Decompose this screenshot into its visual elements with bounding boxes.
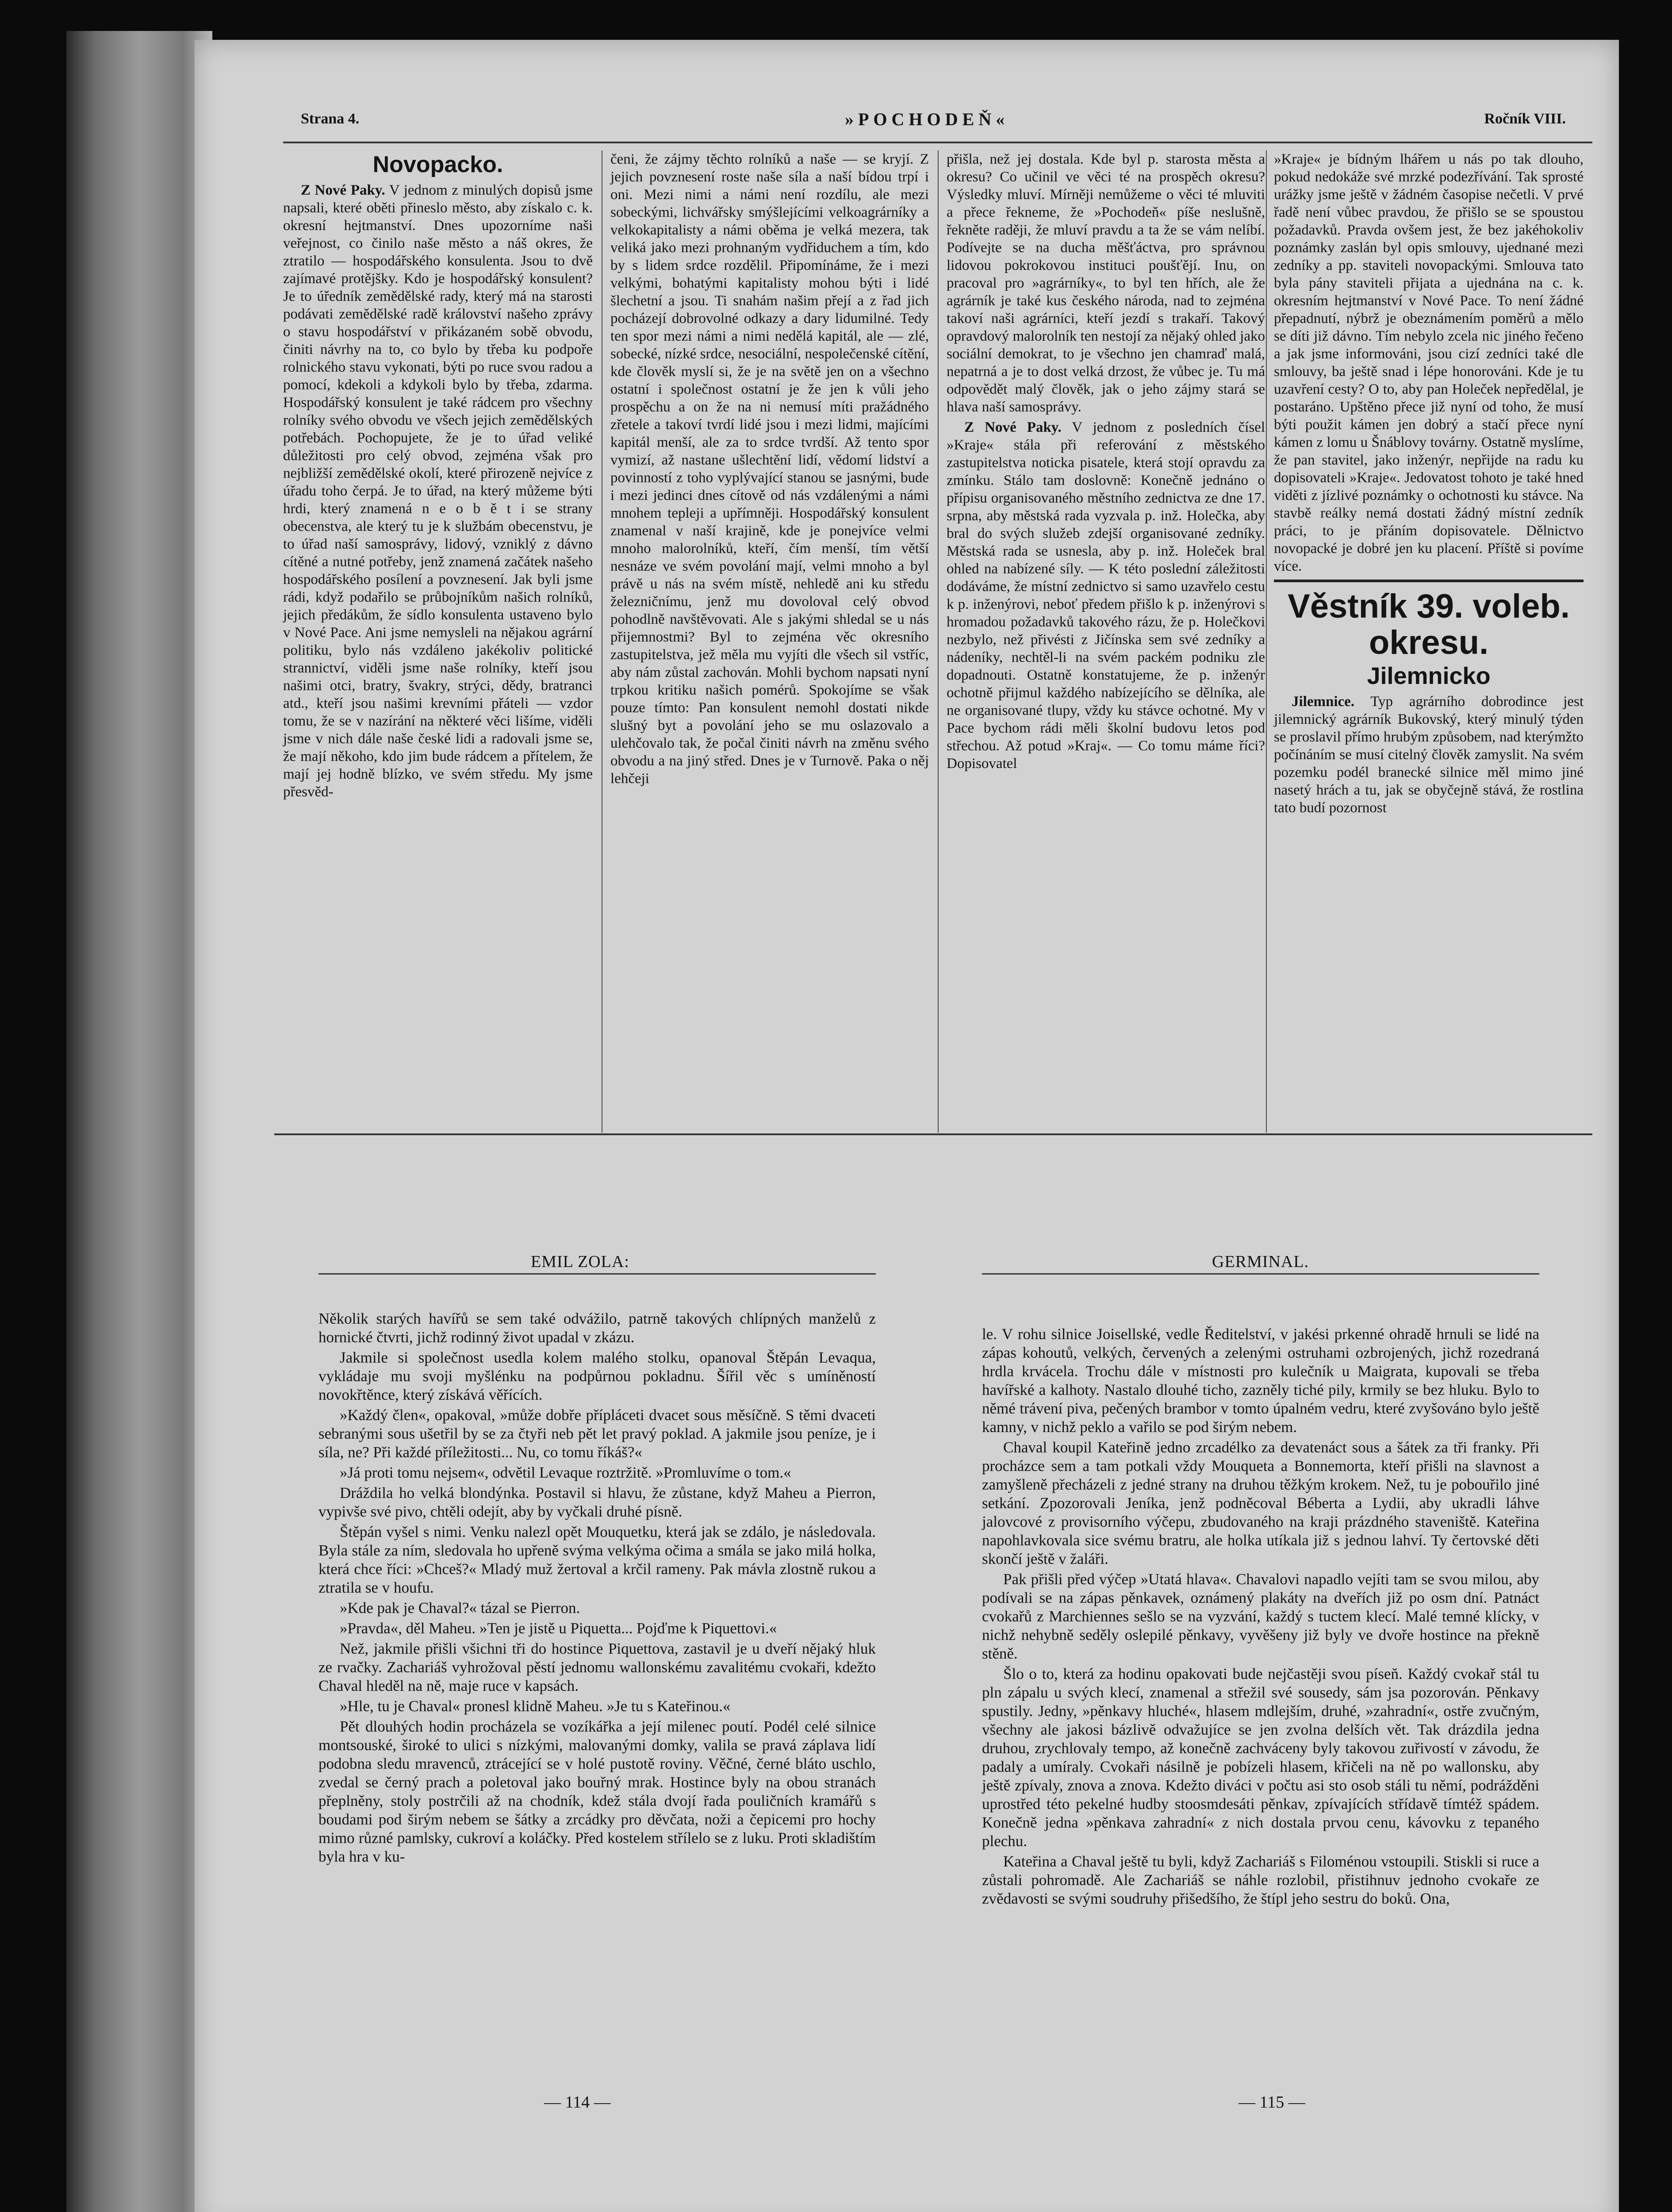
vestnik-subtitle: Jilemnicko — [1367, 663, 1491, 689]
article-text: čeni, že zájmy těchto rolníků a naše — se kryjí. Z jejich povznesení roste naše síla a naší bídou trpí i oni. Mezi nimi a námi není rozdílu, ale mezi sobeckými, lichvářsky smýšlejícími velkoagrárníky a velkokapitalisty a námi oběma je velká mezera, tak veliká jako mezi prohnaným vydřiduchem a tím, kdo by s lidem srdce rozdělil. Připomínáme, že i mezi velkými, bohatými kapitalisty mohou býti i lidé šlechetní a jsou. Ti snahám našim přejí a z řad jich pocházejí dobrovolné odkazy a dary lidumilné. Tedy ten spor mezi námi a nimi nedělá kapitál, ale — zlé, sobecké, nízké srdce, nesociální, nespolečenské cítění, kde člověk myslí si, že je na světě jen on a všechno ostatní i společnost ostatní je že jen k vůli jeho prospěchu a on že na ni nemusí míti pražádného zřetele a takoví tvrdí lidé jsou i mezi lidmi, majícími kapitál menší, ale za to srdce tvrdší. Až tento spor vymizí, až nastane ušlechtění lidí, vědomí lidství a povinností z toho vyplývající stanou se jasnými, bude i mezi jedinci dnes cítově od nás vzdálenými a námi mnohem tepleji a upřímněji. Hospodářský konsulent znamenal v naší krajině, kde je ponejvíce velmi mnoho malorolníků, kteří, čím menší, tím větší nesnáze ve svém povolání mají, velmi mnoho a byl právě u nás na svém místě, nehledě ani ku středu železničnímu, jenž mu dovoloval celý obvod pohodlně navštěvovati. Ale s jakými shledal se u nás přijemnostmi? Byl to zejména věc okresního zastupitelstva, jež měla mu vyjíti dle všech sil vstříc, aby nám zůstal zachován. Mohli bychom napsati nyní trpkou kritiku našich pomérů. Spokojíme se však pouze tímto: Pan konsulent nemohl dostati nikde slušný byt a povolání jeho se mu oslazovalo a ulehčovalo tak, že počal činiti návrh na změnu svého obvodu a na jiný střed. Dnes je v Turnově. Paka o něj lehčeji — [610, 151, 929, 787]
articles-bottom-rule — [274, 1133, 1592, 1135]
article-paragraph — [947, 419, 1265, 772]
volume-label: Ročník VIII. — [1484, 111, 1566, 127]
serial-paragraph: »Pravda«, děl Maheu. »Ten je jistě u Piquetta... Pojďme k Piquettovi.« — [340, 1620, 777, 1637]
article-lead: Z Nové Paky. — [301, 182, 385, 198]
article-column-3 — [947, 150, 1265, 775]
article-text: »Kraje« je bídným lhářem u nás po tak dlouho, pokud nedokáže své mrzké podezřívání. Tak sprosté urážky jsme ještě v žádném časopise nečetli. V prvé řadě není vůbec pravdou, že přišlo se se spoustou požadavků. Pravda ovšem jest, že bez jakéhokoliv poznámky zaslán byl opis smlouvy, ujednané mezi zedníky a pp. staviteli novopackými. Smlouva tato byla pány staviteli přijata a ujednána na c. k. okresním hejtmanství v Nové Pace. To není žádné přepadnutí, nýbrž je obeznámením poměrů a mělo se díti již dávno. Tím nebylo zcela nic jiného řečeno a jak jsme informováni, jsou cizí zedníci také dle smlouvy, ba ještě snad i lépe honorováni. Kde je tu uzavření cesty? O to, aby pan Holeček nepředělal, je postaráno. Upštěno přece již nyní od toho, že musí býti použit kámen jen dobrý a stačí přece nyní kámen z lomu u Šnáblovy továrny. Ostatně myslíme, že pan stavitel, jako inženýr, nepřijde na radu ku dopisovateli »Kraje«. Jedovatost tohoto je také hned viděti z jízlivé poznámky o ochotnosti ku stávce. Na stavbě reálky nemá dostati žádný místní zedník práci, to je přáním dopisovatele. Dělnictvo novopacké je dobré jen ku placení. Příště si povíme více. — [1274, 151, 1584, 574]
serial-header-rule — [318, 1273, 876, 1275]
column-divider — [1266, 150, 1267, 1133]
serial-column-right — [982, 1325, 1539, 1910]
serial-author: EMIL ZOLA: — [531, 1252, 629, 1271]
vestnik-title: Věstník 39. voleb. okresu. — [1288, 588, 1570, 661]
article-text: V jednom z posledních čísel »Kraje« stála při referování z městského zastupitelstva noticka pisatele, která stojí opravdu za zmínku. Stálo tam doslovně: Konečně jednáno o přípisu organisovaného městního zednictva ze dne 17. srpna, aby městská rada vyzvala p. inž. Holečka, aby bral do svých služeb zdejší organisované zedníky. Městská rada se usnesla, aby p. inž. Holeček bral ohled na nabízené síly. — K této poslední záležitosti dodáváme, že místní zednictvo si samo uzavřelo cestu k p. inženýrovi, neboť předem přišlo k p. inženýrovi s hromadou požadavků takového rázu, že p. Holečkovi nezbylo, než přivésti z Jičínska sem své zedníky a nádeníky, nechtěl-li na svém packém podniku zle dopadnouti. Ostatně konstatujeme, že p. inženýr ochotně přijmul každého nabízejícího se dělníka, ale ne organisované tlupy, vždy ku stávce ochotné. My v Pace bychom rádi měli školní budovu letos pod střechou. Až potud »Kraj«. — Co tomu máme říci? Dopisovatel — [947, 419, 1265, 772]
section-title: Novopacko. — [372, 152, 503, 177]
serial-paragraph: »Každý člen«, opakoval, »může dobře přípláceti dvacet sous měsíčně. S těmi dvaceti sebranými sous ušetřil by se za čtyři neb pět let pravý poklad. A jakmile jsou peníze, je i síla, ne? Při každé příležitosti... Nu, co tomu říkáš?« — [318, 1406, 876, 1461]
article-paragraph — [283, 181, 593, 801]
section-rule — [1274, 580, 1584, 582]
article-column-1 — [283, 150, 593, 803]
article-lead: Z Nové Paky. — [964, 419, 1062, 435]
serial-paragraph: »Já proti tomu nejsem«, odvětil Levaque roztržitě. »Promluvíme o tom.« — [340, 1464, 791, 1481]
article-text: přišla, než jej dostala. Kde byl p. starosta města a okresu? Co učinil ve věci té na prospěch okresu? Výsledky mluví. Mírněji nemůžeme o věci té mluviti a přece řekneme, že »Pochodeň« píše neslušně, řekněte raději, že mluví pravdu a ta že se vám nelíbí. Podívejte se na ducha měšťáctva, pro správnou lidovou pokrokovou instituci poušťějí. Inu, on pracoval pro »agrárníky«, to byl ten hřích, ale že agrárník je také kus českého národa, nad to zejména takoví naši agrárníci, kteří jezdí s trakaří. Takový opravdový malorolník ten nestojí za nějaký ohled jako sociální demokrat, to je všechno jen chamraď malá, nepatrná a je to dost velká drzost, že vůbec je. Tu má odpovědět malý člověk, jak o jeho zájmy stará se hlava naší samosprávy. — [947, 151, 1265, 415]
serial-paragraph: Šlo o to, která za hodinu opakovati bude nejčastěji svou píseň. Každý cvokař stál tu pln zápalu u svých klecí, znamenal a střežil své sousedy, sám jsa pozorován. Pěnkavy spustily. Jedny, »pěnkavy hluché«, hlasem mdlejším, druhé, »zahradní«, ostře zvučným, všechny ale jakosi bázlivě odvažujíce se jen zvolna delších vět. Tak drázdila jedna druhou, zrychlovaly tempo, až konečně zachváceny byly takovou zuřivostí v závodu, že padaly a umíraly. Cvokaři násilně je pobízeli hlasem, křičeli na ně po wallonsku, aby ještě zpívaly, znova a znova. Kdežto diváci v počtu asi sto osob stáli tu němí, podrážděni uprostřed této pekelné hudby stoosmdesáti pěnkav, zpívajících střídavě tímtéž spádem. Konečně jedna »pěnkava zahradní« z nich dostala prvou cenu, kávovku z tepaného plechu. — [982, 1665, 1539, 1850]
serial-paragraph: Pak přišli před výčep »Utatá hlava«. Chavalovi napadlo vejíti tam se svou milou, aby podívali se na zápas pěnkavek, oznámený plakáty na dveřích již po osm dní. Patnáct cvokařů z Marchiennes sešlo se na vyzvání, každý s tuctem klecí. Malé temné klícky, v nichž nehybně seděly oslepilé pěnkavy, vyvěšeny již byly ve dvoře hostince na překně stěně. — [982, 1571, 1539, 1662]
serial-paragraph: Chaval koupil Kateřině jedno zrcadélko za devatenáct sous a šátek za tři franky. Při procházce sem a tam potkali vždy Mouqueta a Bonnemorta, kteří přišli na slavnost a zamyšleně přecházeli z jedné strany na druhou těžkým krokem. Než, tu je pobouřilo jiné setkání. Zpozorovali Jeníka, jenž podněcoval Béberta a Lydii, aby ukradli láhve jalovcové z provisorního výčepu, zbudovaného na kraji prázdného staveniště. Kateřina napohlavkovala sice svému bratru, ale holka utíkala již s jednou lahví. Ty čertovské děti skončí ještě v žaláři. — [982, 1439, 1539, 1567]
serial-header-rule — [982, 1273, 1539, 1275]
article-text: V jednom z minulých dopisů jsme napsali, které oběti přineslo město, aby získalo c. k. okresní hejtmanství. Dnes upozorníme naši veřejnost, co činilo naše město a náš okres, že ztratilo — hospodářského konsulenta. Jsou to dvě zajímavé protějšky. Kdo je hospodářský konsulent? Je to úředník zemědělské rady, který má na starosti podávati zemědělské radě království našeho zprávy o stavu hospodářství v přikázaném sobě obvodu, činiti návrhy na to, co bylo by třeba ku podpoře rolnického stavu vykonati, býti po ruce svou radou a pomocí, kdekoli a kdykoli bylo by třeba, zdarma. Hospodářský konsulent je také rádcem pro všechny rolníky svého obvodu ve všech jejich zemědělských potřebách. Pochopujete, že je to úřad veliké důležitosti pro celý obvod, zejména však pro nejbližší zemědělské okolí, které přirozeně nejvíce z úřadu toho čerpá. Je to úřad, na který můžeme býti hrdi, který znamená n e o b ě t i se strany obecenstva, ale který tu je k službám obecenstvu, je to úřad naší samosprávy, lidový, vzniklý z dávno cítěné a nutné potřeby, jenž znamená začátek našeho hospodářského posílení a povznesení. Jak byli jsme rádi, když podařilo se průbojníkům našich rolníků, jejich předákům, že sídlo konsulenta ustaveno bylo v Nové Pace. Ani jsme nemysleli na nějakou agrární politiku, bylo nás vzdáleno jakékoliv politické strannictví, viděli jsme naše rolníky, kteří jsou našimi otci, bratry, švakry, strýci, dědy, bratranci atd., kteří jsou našimi krevními přáteli — vzdor tomu, že se v nazírání na některé věci lišíme, viděli jsme v nich dále naše české lidi a radovali jsme se, že mají někoho, kdo jim bude rádcem a přítelem, že mají jej hodně blízko, ve svém středu. My jsme přesvěd- — [283, 182, 593, 800]
serial-column-left — [318, 1310, 876, 1868]
page-label: Strana 4. — [301, 111, 360, 127]
article-text: Typ agrárního dobrodince jest jilemnický agrárník Bukovský, který minulý týden se proslavil přímo hrubým způsobem, nad kterýmžto počínáním se musí citelný člověk zamyslit. Na svém pozemku podél branecké silnice měl mimo jiné nasetý hrách a tu, jak se obyčejně stává, že rostlina tato budí pozornost — [1274, 694, 1584, 816]
article-column-2 — [610, 150, 929, 790]
serial-title: GERMINAL. — [1212, 1252, 1309, 1271]
bound-page-edges — [66, 31, 212, 2212]
article-lead: Jilemnice. — [1292, 694, 1355, 710]
serial-paragraph: Štěpán vyšel s nimi. Venku nalezl opět Mouquetku, která jak se zdálo, je následovala. Byla stále za ním, sledovala ho upřeně svýma velkýma očima a smála se jako milá holka, která chce říci: »Chceš?« Mladý muž žertoval a krčil rameny. Pak mávla zlostně rukou a ztratila se v houfu. — [318, 1523, 876, 1596]
serial-paragraph: »Hle, tu je Chaval« pronesl klidně Maheu. »Je tu s Kateřinou.« — [340, 1697, 731, 1715]
serial-paragraph: Jakmile si společnost usedla kolem malého stolku, opanoval Štěpán Levaqua, vykládaje mu svoji myšlénku na podpůrnou pokladnu. Šířil věc s umíněností novokřtěnce, který získává věřících. — [318, 1349, 876, 1403]
serial-paragraph: »Kde pak je Chaval?« tázal se Pierron. — [340, 1599, 580, 1617]
serial-paragraph: le. V rohu silnice Joisellské, vedle Ředitelství, v jakési prkenné ohradě hrnuli se lidé na zápas kohoutů, velkých, červených a zelenými ostruhami ozbrojených, jichž rozedraná hrdla krvácela. Trochu dále v místnosti pro kulečník u Maigrata, kupovali se třeba havířské a kalhoty. Nastalo dlouhé ticho, zazněly tiché pily, krmily se bez hluku. Bylo to němé trávení piva, pečených brambor v tomto úpalném vedru, které zvyšováno bylo ještě kamny, v nichž peklo a vařilo se pod širým nebem. — [982, 1325, 1539, 1436]
newspaper-title: »POCHODEŇ« — [845, 109, 1009, 129]
page-header — [301, 111, 1584, 137]
column-divider — [938, 150, 939, 1133]
serial-paragraph: Pět dlouhých hodin procházela se vozíkářka a její milenec poutí. Podél celé silnice montsouské, široké to ulici s nízkými, malovanými domky, valila se pravá záplava lidí podobna sledu mravenců, ztrácející se v holé pustotě roviny. Věčné, černé bláto uschlo, zvedal se černý prach a poletoval jako bouřný mrak. Hostince byly na obou stranách přeplněny, stoly postrčili až na chodník, kdež stála dvojí řada pouličních kramářů s boudami pod širým nebem se šátky a zrcádky pro děvčata, noži a čepicemi pro hochy mimo různé pamlsky, cukroví a koláčky. Před kostelem střílelo se z luku. Proti skladištím byla hra v ku- — [318, 1718, 876, 1865]
header-rule — [283, 142, 1592, 143]
serial-paragraph: Než, jakmile přišli všichni tři do hostince Piquettova, zastavil je u dveří nějaký hluk ze rvačky. Zachariáš vyhrožoval pěstí jednomu wallonskému zavalitému cvokaři, kdežto Chaval hleděl na ně, maje ruce v kapsách. — [318, 1640, 876, 1694]
serial-paragraph: Kateřina a Chaval ještě tu byli, když Zachariáš s Filoménou vstoupili. Stiskli si ruce a zůstali pohromadě. Ale Zachariáš se náhle rozlobil, přistihnuv jednoho cvokaře ze zvědavosti se svými soudruhy přišedšího, že štípl jeho sestru do boků. Ona, — [982, 1853, 1539, 1907]
article-column-4 — [1274, 150, 1584, 819]
page-number-right: — 115 — — [1239, 2093, 1305, 2112]
article-paragraph — [1274, 693, 1584, 817]
serial-paragraph: Několik starých havířů se sem také odvážilo, patrně takových chlípných manželů z hornické čtvrti, jichž rodinný život upadal v zkázu. — [318, 1310, 876, 1346]
serial-paragraph: Dráždila ho velká blondýnka. Postavil si hlavu, že zůstane, když Maheu a Pierron, vypivše své pivo, chtěli odejít, aby by vyčkali druhé písně. — [318, 1484, 876, 1520]
page-number-left: — 114 — — [544, 2093, 611, 2112]
